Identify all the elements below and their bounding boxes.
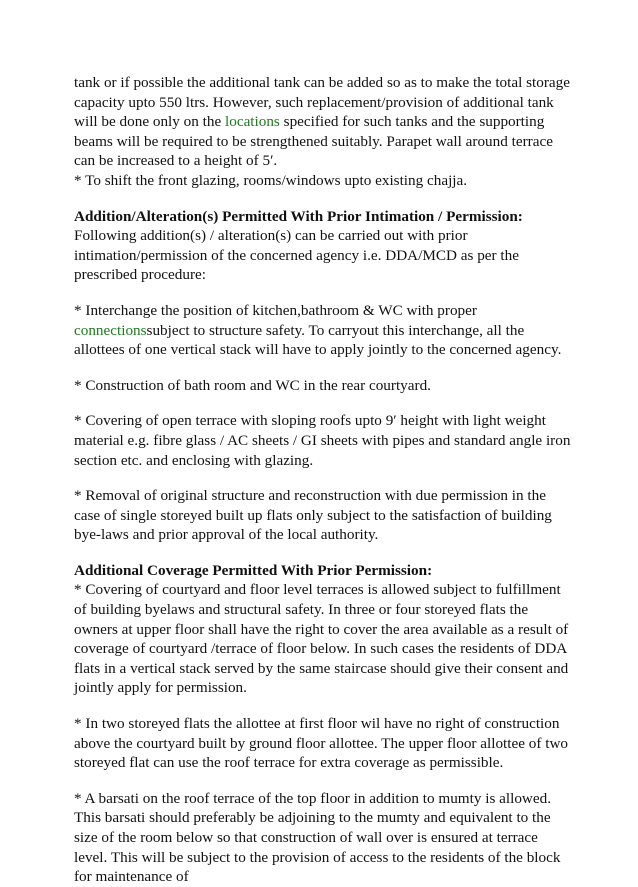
paragraph-following-additions: Following addition(s) / alteration(s) can be carried out with prior intimation/permission of the concerned agency i.e. DDA/MCD as per the prescribed procedure: (74, 227, 519, 284)
text: * Interchange the position of kitchen,bathroom & WC with proper (74, 301, 477, 319)
paragraph-barsati: * A barsati on the roof terrace of the top floor in addition to mumty is allowed. This barsati should preferably be adjoining to the mumty and equivalent to the size of the room below so that construction of wall over is ensured at terrace level. This will be subject to the provision of access to the residents of the block for maintenance of (74, 789, 561, 886)
paragraph-removal-structure: * Removal of original structure and reconstruction with due permission in the case of single storeyed built up flats only subject to the satisfaction of building bye-laws and prior approval of the local authority. (74, 487, 552, 544)
paragraph-front-glazing: * To shift the front glazing, rooms/windows upto existing chajja. (74, 171, 468, 189)
heading-prior-intimation: Addition/Alteration(s) Permitted With Prior Intimation / Permission: (74, 207, 523, 225)
text: specified for such tanks and the supporting beams will be required to be strengthened suitably. Parapet wall around terrace can be increased to a height of 5′. (74, 113, 553, 170)
heading-additional-coverage: Additional Coverage Permitted With Prior Permission: (74, 561, 433, 579)
text: subject to structure safety. To carryout this interchange, all the allottees of one vertical stack will have to apply jointly to the concerned agency. (74, 321, 562, 359)
paragraph-two-storeyed: * In two storeyed flats the allottee at first floor wil have no right of construction above the courtyard built by ground floor allottee. The upper floor allottee of two storeyed flat can use the roof terrace for extra coverage as permissible. (74, 715, 569, 772)
text: tank or if possible the additional tank can be added so as to make the total storage capacity upto 550 ltrs. However, such replacement/provision of additional tank will be done only on the (74, 74, 570, 131)
paragraph-bath-wc: * Construction of bath room and WC in the rear courtyard. (74, 376, 431, 394)
connections-link[interactable]: connections (74, 321, 147, 339)
document-page (74, 73, 574, 887)
paragraph-covering-courtyard: * Covering of courtyard and floor level terraces is allowed subject to fulfillment of building byelaws and structural safety. In three or four storeyed flats the owners at upper floor shall have the right to cover the area available as a result of coverage of courtyard /terrace of floor below. In such cases the residents of DDA flats in a vertical stack served by the same staircase should give their consent and jointly apply for permission. (74, 581, 569, 697)
locations-link[interactable]: locations (225, 113, 280, 131)
paragraph-tank-storage (74, 73, 574, 171)
paragraph-covering-terrace: * Covering of open terrace with sloping roofs upto 9′ height with light weight material e.g. fibre glass / AC sheets / GI sheets with pipes and standard angle iron section etc. and enclosing with glazing. (74, 412, 571, 469)
paragraph-interchange (74, 301, 574, 360)
